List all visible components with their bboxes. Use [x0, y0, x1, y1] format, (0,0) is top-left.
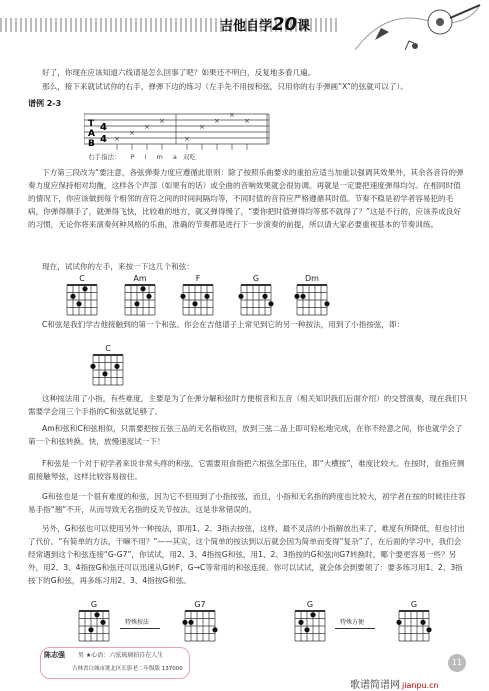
tablature-staff: [84, 108, 274, 150]
fingering-row: 右手指法： P i m a 双吃: [88, 153, 196, 161]
pinky-paragraph: 这种按法用了小指，有些难度，主要是为了在弹分解和弦时方便根音和五音（相关知识我们后面介绍）的交替演奏，现在我们只需要学会用三个手指的C和弦就足够了。: [28, 394, 468, 416]
left-arrow-icon: [120, 628, 160, 629]
chord-name: Dm: [305, 274, 319, 283]
chord-name: G: [252, 274, 260, 283]
page-number: 11: [448, 654, 466, 672]
f-paragraph: F和弦是一个对于初学者来说非常头疼的和弦，它需要用食指把六根弦全部压住，即“大横按”，难度比较大。在按时，食指应侧面接触琴弦，这样比较容易按住。: [28, 459, 465, 481]
chord-name: G: [306, 600, 314, 609]
chord-name: Am: [133, 274, 147, 283]
right-arrow-label: 特殊方便: [340, 619, 365, 626]
svg-text:A: A: [88, 129, 95, 139]
svg-text:×: ×: [129, 129, 135, 137]
chord-grid: [74, 609, 114, 643]
chords-intro: 现在，试试你的左手，来按一下这几个和弦：: [42, 262, 194, 271]
chord-diagram-f: [178, 274, 218, 321]
guitar-illustration-icon: [345, 0, 485, 60]
svg-text:×: ×: [114, 135, 120, 143]
chord-grid: [290, 609, 330, 643]
chord-grid: [180, 609, 220, 643]
intro-paragraph-1: 好了，你现在应该知道六线谱是怎么回事了吧？如果还不明白，反复地多看几遍。: [42, 68, 316, 77]
chord-diagram-am: [120, 274, 160, 321]
svg-text:4: 4: [100, 134, 107, 145]
page-title: 吉他自学20课: [220, 14, 311, 35]
chord-diagram-g: [236, 274, 276, 321]
g-paragraph: G和弦也是一个很有难度的和弦，因为它不但用到了小指按弦，而且，小指和无名指的跨度也比较大，初学者在按的时候往往容易手指“翘”不开，从而导致无名指的反关节按法，这是非常错误的。: [28, 492, 466, 514]
svg-text:×: ×: [199, 123, 205, 131]
author-line-1: 男 ★心语：六弦琉璃拍自在人生: [78, 652, 164, 659]
chord-name: G7: [194, 600, 206, 609]
chord-grid: [120, 283, 160, 317]
am-paragraph: Am和弦和C和弦相似，只需要把按五弦三品的无名指收回，放到三弦二品上即可轻松地完成，在你不经意之间，你也就学会了第一个和弦转换。快，放慢速度试一下！: [28, 424, 463, 446]
chord-diagram-c: [88, 344, 128, 391]
svg-text:×: ×: [144, 123, 150, 131]
chord-name: F: [195, 274, 201, 283]
svg-text:×: ×: [244, 117, 250, 125]
rhythm-paragraph: 下方第三段改为“要注意，各弦弹奏力度应遵循此原则：除了按照乐曲要求的重拍应适当加重以强调其效果外，其余各音符的弹奏力度应保持相对均衡，这样各个声部（如果有的话）或全曲的音响效果就会很协调。再就是一定要把速度弹得均匀。在相同时值的情况下，你应该做到每个相邻的音符之间的时间间隔均等，不同时值的音符应严格遵循其时值。节奏不稳是初学者容易犯的毛病，你弹得顺手了，就弹得飞快，比较难的地方，就又弹得慢了，“要你把时值弹得均等那不就得了？”这是不行的，应该养成良好的习惯，无论你将来演奏何种风格的乐曲，准确的节奏都是进行下一步演奏的前提，所以请大家必要重视基本的节奏训练。: [28, 168, 464, 229]
c-chord-paragraph: C和弦是我们学吉他接触到的第一个和弦。你会在吉他谱子上常见到它的另一种按法，用到了小指按弦，即：: [42, 320, 405, 329]
svg-text:B: B: [88, 139, 95, 149]
chord-name: C: [79, 274, 85, 283]
author-name: 陈志强: [44, 651, 65, 659]
svg-text:×: ×: [214, 117, 220, 125]
chord-name: G: [410, 600, 418, 609]
chord-diagram-g: [394, 600, 434, 647]
svg-text:T: T: [88, 119, 95, 129]
svg-text:×: ×: [229, 111, 235, 119]
right-arrow-icon: [335, 628, 375, 629]
chord-grid: [394, 609, 434, 643]
intro-paragraph-2: 那么，接下来就试试你的右手，弹弹下边的练习（左手先不用按和弦，只用你的右手弹画“X”的弦就可以了）。: [42, 82, 408, 91]
svg-text:×: ×: [184, 135, 190, 143]
left-arrow-label: 特殊按法: [125, 619, 150, 626]
svg-text:4: 4: [100, 122, 107, 133]
author-line-2: 吉林省白城市洮北区长影老二年级版 137000: [72, 666, 183, 672]
chord-grid: [178, 283, 218, 317]
chord-grid: [62, 283, 102, 317]
chord-diagram-g: [74, 600, 114, 647]
chord-grid: [88, 353, 128, 387]
chord-diagram-g: [290, 600, 330, 647]
chord-diagram-dm: [292, 274, 332, 321]
svg-text:×: ×: [159, 117, 165, 125]
chord-name: G: [90, 600, 98, 609]
watermark: 歌谱简谱网 jianpu.cn: [350, 680, 439, 691]
example-label: 谱例 2-3: [28, 99, 62, 108]
g-alt-paragraph: 另外，G和弦也可以使用另外一种按法，即用1、2、3指去按弦，这样，最不灵活的小指解放出来了，难度有所降低，但也付出了代价。“有简单的方法，干嘛不用？”——其实，这个简单的按法到以后就会因为简单而变得“复杂”了，在后面的学习中，我们会经常遇到这个和弦连接“G-G7”，你试试，用2、3、4指按G和弦，用1、2、3指按的G和弦向G7转换时，哪个要更容易一些？另外，用2、3、4指按G和弦还可以迅速从G转F，G→C等常用的和弦连接。你可以试试，就会体会到要领了：要多练习用1、2、3指按下的G和弦，再多练习用2、3、4指按G和弦。: [28, 524, 465, 585]
chord-diagram-g7: [180, 600, 220, 647]
chord-grid: [292, 283, 332, 317]
chord-name: C: [105, 344, 111, 353]
chord-grid: [236, 283, 276, 317]
chord-diagram-c: [62, 274, 102, 321]
